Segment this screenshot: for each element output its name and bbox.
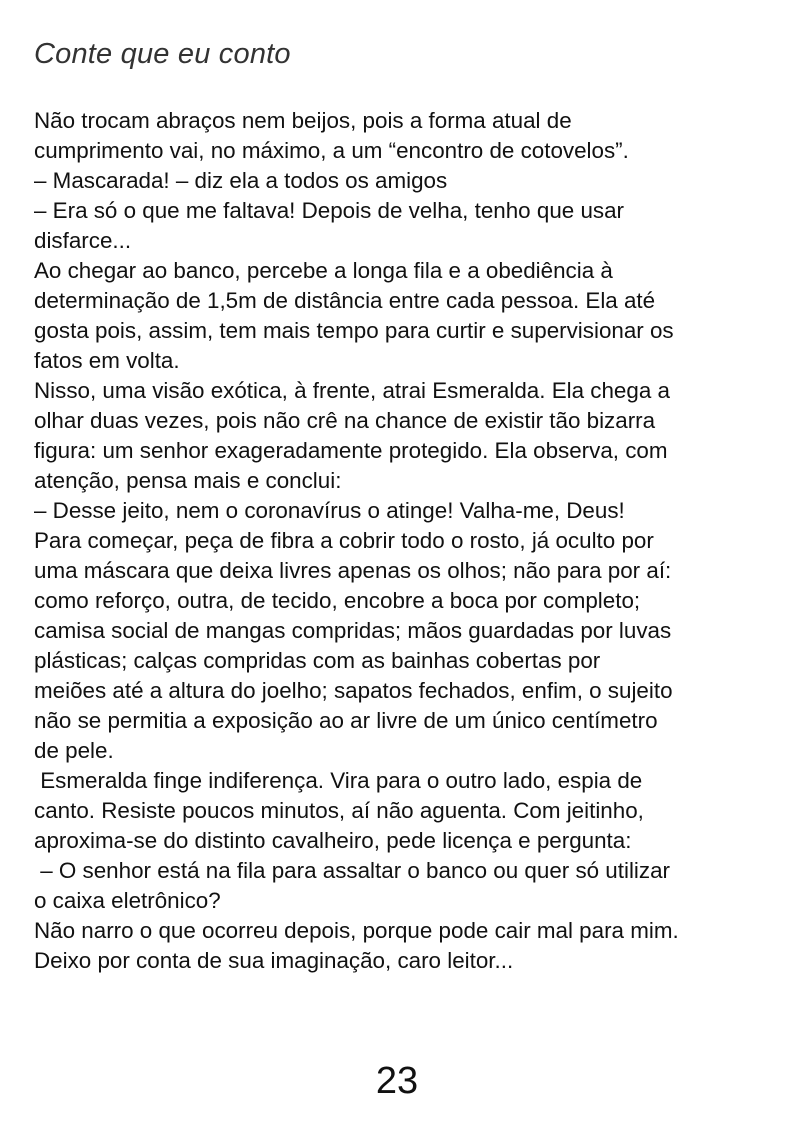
- running-header: Conte que eu conto: [34, 38, 291, 70]
- text-line: aproxima-se do distinto cavalheiro, pede licença e pergunta:: [34, 828, 632, 853]
- text-line: Para começar, peça de fibra a cobrir todo o rosto, já oculto por: [34, 528, 654, 553]
- text-line: Deixo por conta de sua imaginação, caro leitor...: [34, 948, 514, 973]
- text-line: Não trocam abraços nem beijos, pois a forma atual de: [34, 108, 572, 133]
- text-line: figura: um senhor exageradamente protegido. Ela observa, com: [34, 438, 668, 463]
- text-line: camisa social de mangas compridas; mãos guardadas por luvas: [34, 618, 672, 643]
- text-line: olhar duas vezes, pois não crê na chance de existir tão bizarra: [34, 408, 656, 433]
- text-line: – Era só o que me faltava! Depois de velha, tenho que usar: [34, 198, 624, 223]
- text-line: de pele.: [34, 738, 114, 763]
- text-line: não se permitia a exposição ao ar livre de um único centímetro: [34, 708, 658, 733]
- text-line: Não narro o que ocorreu depois, porque pode cair mal para mim.: [34, 918, 679, 943]
- text-line: uma máscara que deixa livres apenas os olhos; não para por aí:: [34, 558, 672, 583]
- text-line: meiões até a altura do joelho; sapatos fechados, enfim, o sujeito: [34, 678, 673, 703]
- text-line: gosta pois, assim, tem mais tempo para curtir e supervisionar os: [34, 318, 674, 343]
- text-line: cumprimento vai, no máximo, a um “encontro de cotovelos”.: [34, 138, 629, 163]
- text-line: fatos em volta.: [34, 348, 180, 373]
- text-line: disfarce...: [34, 228, 132, 253]
- text-line: Nisso, uma visão exótica, à frente, atrai Esmeralda. Ela chega a: [34, 378, 670, 403]
- text-line: – Desse jeito, nem o coronavírus o atinge! Valha-me, Deus!: [34, 498, 625, 523]
- page-number: 23: [375, 1060, 419, 1102]
- text-line: Ao chegar ao banco, percebe a longa fila e a obediência à: [34, 258, 613, 283]
- text-line: determinação de 1,5m de distância entre cada pessoa. Ela até: [34, 288, 656, 313]
- text-line: – Mascarada! – diz ela a todos os amigos: [34, 168, 448, 193]
- text-line: – O senhor está na fila para assaltar o banco ou quer só utilizar: [34, 858, 671, 883]
- text-line: como reforço, outra, de tecido, encobre a boca por completo;: [34, 588, 641, 613]
- text-line: canto. Resiste poucos minutos, aí não aguenta. Com jeitinho,: [34, 798, 644, 823]
- story-text: [34, 106, 769, 976]
- text-line: atenção, pensa mais e conclui:: [34, 468, 342, 493]
- text-line: o caixa eletrônico?: [34, 888, 221, 913]
- text-line: plásticas; calças compridas com as bainhas cobertas por: [34, 648, 601, 673]
- text-line: Esmeralda finge indiferença. Vira para o outro lado, espia de: [34, 768, 643, 793]
